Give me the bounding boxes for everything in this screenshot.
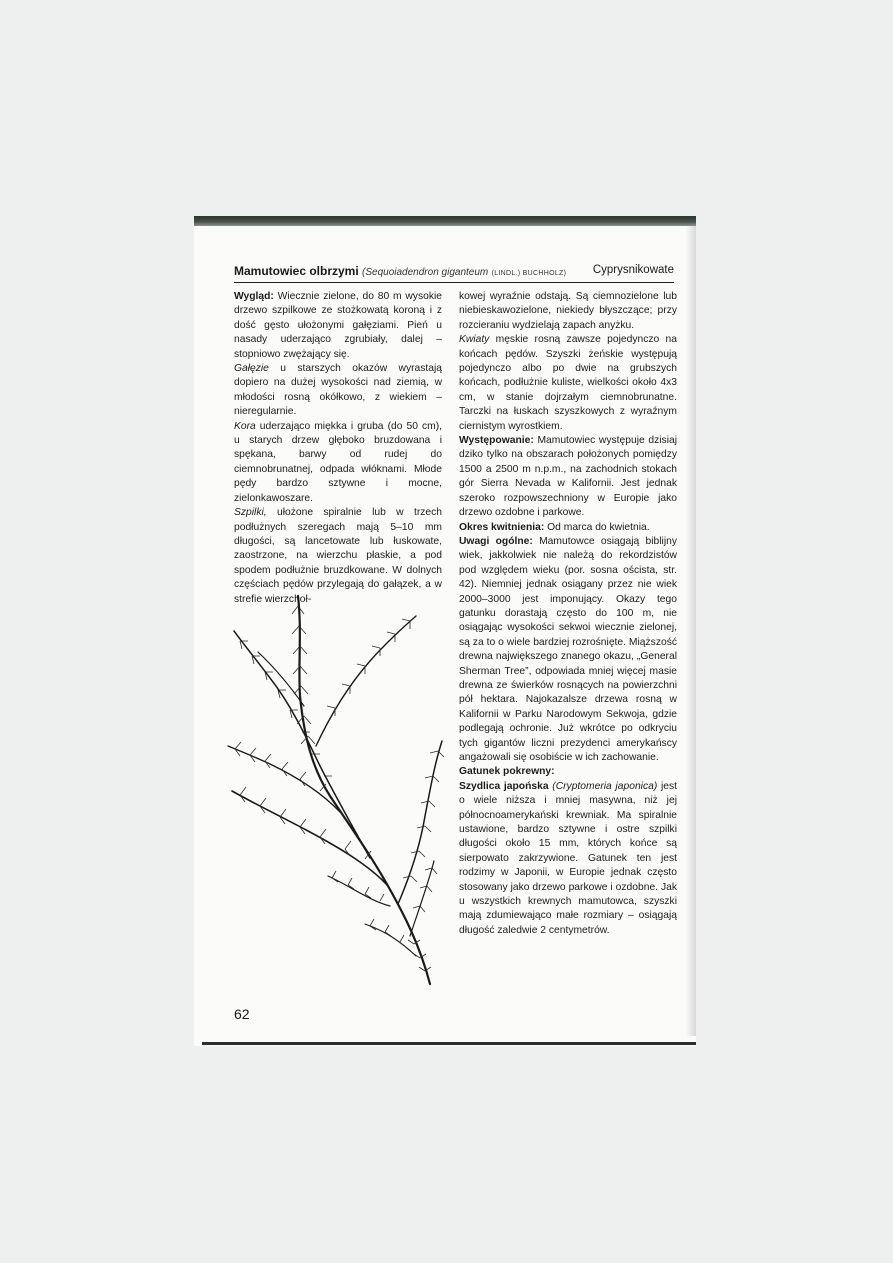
- label-related: Gatunek pokrewny:: [459, 766, 555, 778]
- text-branches: u starszych okazów wyrastają dopiero na dużej wysokości nad ziemią, w młodości rosną okółkowo, z wiekiem – nieregularnie.: [234, 363, 442, 418]
- paragraph-bark: [234, 420, 442, 506]
- top-edge-bar: [194, 216, 696, 226]
- page-header: [234, 264, 674, 280]
- paragraph-appearance: [234, 290, 442, 362]
- paragraph-occurrence: [459, 434, 677, 520]
- bottom-edge-line: [202, 1042, 696, 1045]
- text-bark: uderzająco miękka i gruba (do 50 cm), u starych drzew głęboko bruzdowana i spękana, barwy od rudej do ciemnobrunatnej, odpada włóknami. Młode pędy bardzo sztywne i mocne, zielonkawoszare.: [234, 420, 442, 504]
- paragraph-related: [459, 780, 677, 938]
- author-citation: (LINDL.) BUCHHOLZ): [491, 270, 567, 277]
- page-number: 62: [234, 1006, 250, 1022]
- text-flowering: Od marca do kwietnia.: [544, 521, 650, 533]
- text-needles: ułożone spiralnie lub w trzech podłużnych szeregach mają 5–10 mm długości, są lancetowate lub łuskowate, zaostrzone, na wierzchu płaskie, a pod spodem podłużnie bruzdkowane. W dolnych częściach pędów przylegają do gałązek, a w strefie wierzchoł-: [234, 507, 442, 605]
- sequoia-branch-illustration: [220, 586, 456, 996]
- label-occurrence: Występowanie:: [459, 435, 534, 447]
- paragraph-flowers: [459, 333, 677, 434]
- page-shadow: [686, 226, 696, 1036]
- label-appearance: Wygląd:: [234, 291, 274, 302]
- text-appearance: Wiecznie zielone, do 80 m wysokie drzewo szpilkowe ze stożkowatą koroną i z dość gęsto ułożonymi gałęziami. Pień u nasady uderzająco zgrubiały, dalej – stopniowo zwężający się.: [234, 291, 442, 360]
- scientific-name: (Sequoiadendron giganteum: [362, 267, 489, 278]
- book-page: [194, 216, 696, 1046]
- label-needles: Szpilki,: [234, 507, 267, 519]
- paragraph-related-heading: [459, 765, 677, 779]
- species-title: Mamutowiec olbrzymi: [234, 264, 359, 278]
- text-occurrence: Mamutowiec występuje dzisiaj dziko tylko na obszarach położonych pomiędzy 1500 a 2500 m n.p.m., na zachodnich stokach gór Sierra Nevada w Kalifornii. Jest jednak szeroko rozpowszechniony w Europie jako drzewo ozdobne i parkowe.: [459, 435, 677, 519]
- label-flowering: Okres kwitnienia:: [459, 521, 545, 533]
- label-remarks: Uwagi ogólne:: [459, 535, 533, 547]
- scientific-cryptomeria: (Cryptomeria japonica): [548, 780, 658, 792]
- paragraph-remarks: [459, 535, 677, 766]
- label-branches: Gałęzie: [234, 363, 269, 375]
- header-rule: [234, 282, 674, 283]
- text-flowers: męskie rosną zawsze pojedynczo na końcach pędów. Szyszki żeńskie występują pojedynczo albo po dwie na grubszych końcach, podłużnie kuliste, wielkości około 4x3 cm, w stanie dojrzałym ciemnobrunatne. Tarczki na łuskach szyszkowych z wyraźnym ciernistym wyrostkiem.: [459, 334, 677, 432]
- text-column-right: [459, 290, 677, 938]
- text-needles-cont: kowej wyraźnie odstają. Są ciemnozielone lub niebieskawozielone, niekiedy błyszczące; przy rozcieraniu wydzielają zapach anyżku.: [459, 291, 677, 331]
- label-cryptomeria: Szydlica japońska: [459, 780, 549, 792]
- label-bark: Kora: [234, 420, 256, 432]
- paragraph-needles-cont: [459, 290, 677, 333]
- paragraph-branches: [234, 362, 442, 420]
- text-cryptomeria: jest o wiele niższa i mniej masywna, niż jej północnoamerykański krewniak. Ma spiralnie ustawione, bardzo sztywne i ostre szpilki długości około 15 mm, których końce są sierpowato zakrzywione. Gatunek ten jest rodzimy w Japonii, w Europie jednak często stosowany jako drzewo parkowe i ozdobne. Jak u wszystkich krewnych mamutowca, szyszki mają zdumiewająco małe rozmiary – osiągają długość zaledwie 2 centymetrów.: [459, 780, 677, 936]
- family-name: Cyprysnikowate: [592, 264, 674, 276]
- label-flowers: Kwiaty: [459, 334, 490, 346]
- paragraph-flowering: [459, 521, 677, 535]
- text-column-left: [234, 290, 442, 607]
- text-remarks: Mamutowce osiągają biblijny wiek, jakkolwiek nie należą do rekordzistów pod względem wieku (por. sosna oścista, str. 42). Niemniej jednak osiągany przez nie wiek 2000–3000 jest imponujący. Okazy tego gatunku dorastają często do 100 m, nie osiągając wysokości sekwoi wiecznie zielonej, są za to o wiele bardziej rozrośnięte. Miąższość drewna największego znanego okazu, „General Sherman Tree”, odpowiada mniej więcej masie drewna ze świerków rosnących na powierzchni pół hektara. Najokazalsze drzewa rosną w Kalifornii w Parku Narodowym Sekwoja, gdzie podlegają ochronie. Już wkrótce po odkryciu tych gigantów liczni prezydenci amerykańscy angażowali się osobiście w ich zachowanie.: [459, 535, 677, 763]
